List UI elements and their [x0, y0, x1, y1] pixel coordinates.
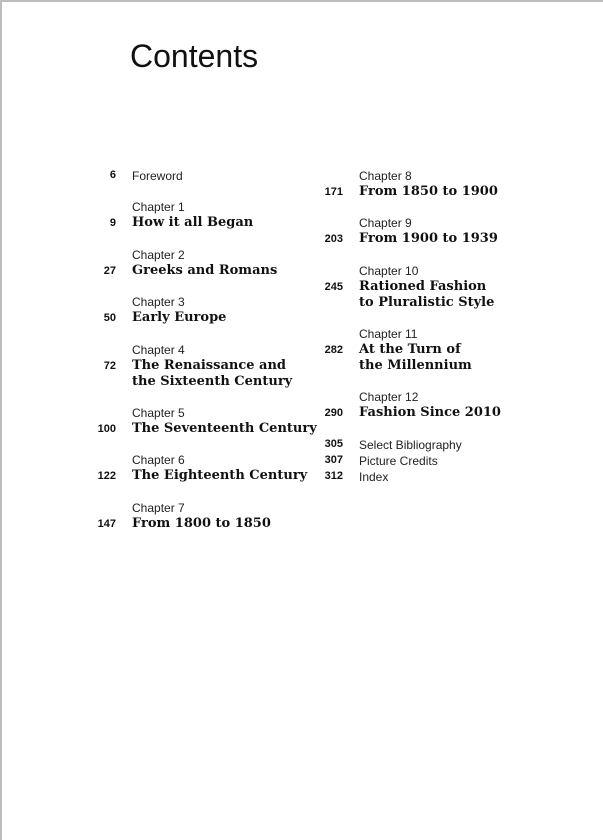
toc-entry [97, 405, 332, 437]
page-number: 203 [324, 233, 343, 245]
chapter-label: Chapter 5 [132, 406, 185, 420]
entry-title: Index [359, 470, 389, 484]
toc-entry [324, 263, 559, 311]
entry-title: Select Bibliography [359, 438, 462, 452]
page-number: 282 [324, 344, 343, 356]
page-number: 290 [324, 407, 343, 419]
chapter-title: The Eighteenth Century [132, 468, 308, 483]
chapter-label: Chapter 9 [359, 216, 412, 230]
page-number: 312 [324, 470, 343, 482]
toc-entry [109, 168, 332, 184]
chapter-label: Chapter 11 [359, 327, 418, 341]
toc-entry [324, 437, 559, 453]
chapter-title: How it all Began [132, 215, 254, 230]
entry-title: Picture Credits [359, 454, 438, 468]
toc-entry [103, 247, 332, 279]
chapter-title: Fashion Since 2010 [359, 405, 501, 420]
chapter-title: Rationed Fashion to Pluralistic Style [359, 279, 495, 310]
chapter-title: At the Turn of the Millennium [359, 342, 472, 373]
entry-title: Foreword [132, 169, 183, 183]
toc-entry [324, 215, 559, 247]
page-number: 6 [109, 169, 116, 181]
chapter-label: Chapter 8 [359, 169, 412, 183]
toc-entry [97, 452, 332, 484]
chapter-title: From 1800 to 1850 [132, 516, 271, 531]
page-number: 147 [97, 518, 116, 530]
page-number: 245 [324, 281, 343, 293]
toc-entry [324, 453, 559, 469]
toc-entry [103, 294, 332, 326]
chapter-label: Chapter 4 [132, 343, 185, 357]
page-number: 72 [103, 360, 116, 372]
toc-entry [103, 342, 332, 390]
page-number: 50 [103, 312, 116, 324]
chapter-title: Early Europe [132, 310, 227, 325]
page-number: 122 [97, 470, 116, 482]
chapter-label: Chapter 2 [132, 248, 185, 262]
toc-entry [324, 326, 559, 374]
chapter-label: Chapter 3 [132, 295, 185, 309]
chapter-label: Chapter 10 [359, 264, 419, 278]
page-number: 307 [324, 454, 343, 466]
chapter-label: Chapter 7 [132, 501, 185, 515]
toc-entry [324, 389, 559, 421]
page-number: 305 [324, 438, 343, 450]
page-number: 171 [324, 186, 343, 198]
chapter-label: Chapter 1 [132, 200, 185, 214]
chapter-title: Greeks and Romans [132, 263, 278, 278]
chapter-label: Chapter 6 [132, 453, 185, 467]
toc-entry [109, 199, 332, 231]
toc-entry [97, 500, 332, 532]
toc-entry [324, 469, 559, 485]
page-title: Contents [130, 38, 259, 74]
page-number: 100 [97, 423, 116, 435]
chapter-title: From 1900 to 1939 [359, 231, 498, 246]
chapter-title: The Seventeenth Century [132, 421, 317, 436]
page-number: 9 [109, 217, 116, 229]
chapter-title: From 1850 to 1900 [359, 184, 498, 199]
chapter-label: Chapter 12 [359, 390, 419, 404]
chapter-title: The Renaissance and the Sixteenth Century [132, 358, 293, 389]
toc-entry [324, 168, 559, 200]
page-number: 27 [103, 265, 116, 277]
